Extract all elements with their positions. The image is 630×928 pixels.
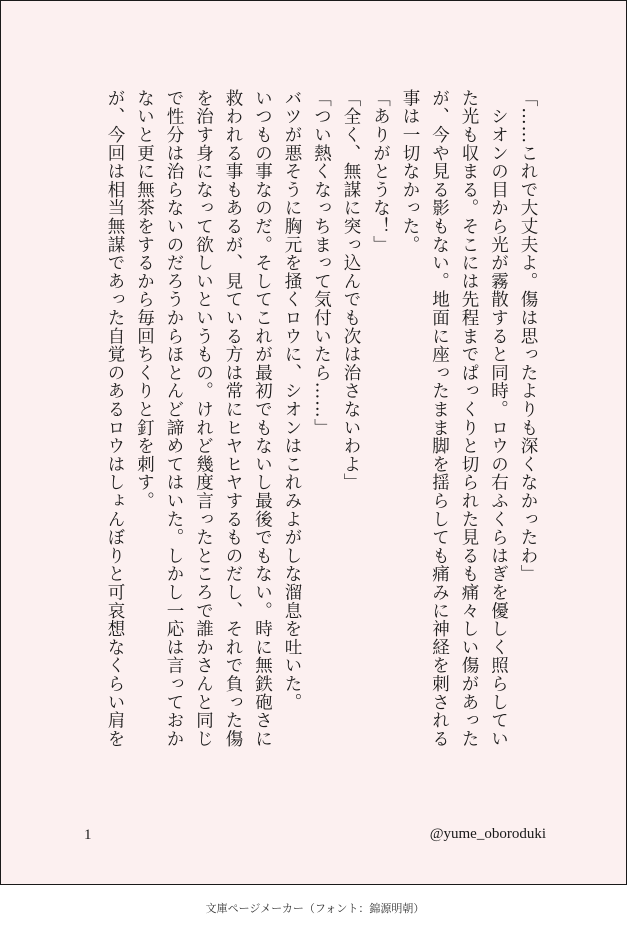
text-line: シオンの目から光が霧散すると同時。ロウの右ふくらはぎを優しく照らしてい: [488, 89, 509, 748]
text-line: が、今回は相当無謀であった自覚のあるロウはしょんぼりと可哀想なくらい肩を: [105, 89, 125, 748]
text-line: を治す身になって欲しいというもの。けれど幾度言ったところで誰かさんと同じ: [193, 89, 214, 748]
text-line: が、今や見る影もない。地面に座ったまま脚を揺らしても痛みに神経を刺される: [429, 89, 450, 748]
novel-body-text: [72, 89, 542, 789]
text-line: 事は一切なかった。: [400, 89, 420, 254]
author-handle: @yume_oboroduki: [429, 826, 546, 842]
text-line: で性分は治らないのだろうからほとんど諦めてはいた。しかし一応は言っておか: [164, 89, 184, 748]
text-line: 「つい熱くなっちまって気付いたら……」: [311, 89, 332, 437]
text-line: 救われる事もあるが、見ている方は常にヒヤヒヤするものだし、それで負った傷: [223, 89, 243, 748]
text-line: ないと更に無茶をするから毎回ちくりと釘を刺す。: [134, 89, 155, 510]
text-line: 「全く、無謀に突っ込んでも次は治さないわよ」: [341, 89, 361, 492]
text-line: 「ありがとうな！」: [370, 89, 391, 254]
generator-credit: 文庫ページメーカー（フォント：錦源明朝）: [205, 902, 425, 915]
text-line: バツが悪そうに胸元を掻くロウに、シオンはこれみよがしな溜息を吐いた。: [282, 89, 302, 712]
text-line: いつもの事なのだ。そしてこれが最初でもないし最後でもない。時に無鉄砲さに: [252, 89, 273, 748]
page-number: 1: [84, 827, 92, 843]
text-line: 「……これで大丈夫よ。傷は思ったよりも深くなかったわ」: [518, 89, 538, 584]
text-line: た光も収まる。そこには先程までぱっくりと切られた見るも痛々しい傷があった: [459, 89, 479, 748]
